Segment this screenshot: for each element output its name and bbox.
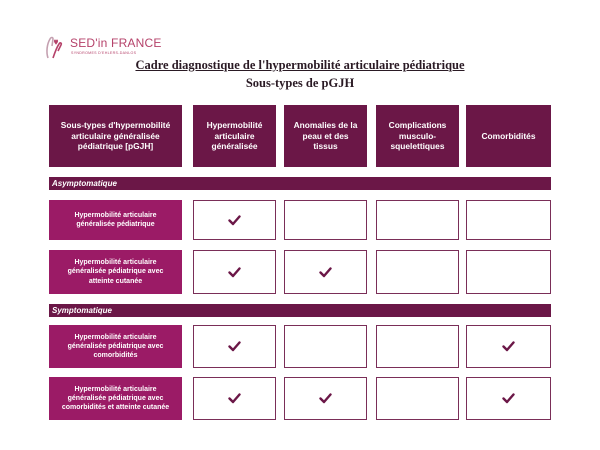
header-subtypes: Sous-types d'hypermobilité articulaire généralisée pédiatrique [pGJH] [49, 105, 182, 167]
row-label-pgjh-comorbidities: Hypermobilité articulaire généralisée pédiatrique avec comorbidités [49, 325, 182, 368]
checkmark-icon [228, 215, 241, 226]
section-symptomatic: Symptomatique [49, 304, 551, 317]
cell-r2-c4 [466, 250, 551, 294]
page-title: Cadre diagnostique de l'hypermobilité articulaire pédiatrique [135, 58, 465, 72]
cell-r3-c1 [193, 325, 276, 368]
cell-r1-c3 [376, 200, 459, 240]
cell-r2-c2 [284, 250, 367, 294]
cell-r1-c2 [284, 200, 367, 240]
row-label-pgjh-skin: Hypermobilité articulaire généralisée pédiatrique avec atteinte cutanée [49, 250, 182, 294]
checkmark-icon [502, 341, 515, 352]
brand-name: SED'in FRANCE [70, 36, 162, 50]
checkmark-icon [319, 267, 332, 278]
cell-r4-c1 [193, 377, 276, 420]
cell-r3-c3 [376, 325, 459, 368]
cell-r3-c4 [466, 325, 551, 368]
row-label-pgjh-comorbidities-skin: Hypermobilité articulaire généralisée pédiatrique avec comorbidités et atteinte cutanée [49, 377, 182, 420]
row-label-pgjh: Hypermobilité articulaire généralisée pédiatrique [49, 200, 182, 240]
header-comorbidities: Comorbidités [466, 105, 551, 167]
cell-r2-c1 [193, 250, 276, 294]
header-skin-anomalies: Anomalies de la peau et des tissus [284, 105, 367, 167]
checkmark-icon [502, 393, 515, 404]
hands-heart-logo-icon [44, 34, 66, 60]
cell-r4-c4 [466, 377, 551, 420]
cell-r4-c3 [376, 377, 459, 420]
page-subtitle: Sous-types de pGJH [245, 76, 355, 90]
header-hypermobility: Hypermobilité articulaire généralisée [193, 105, 276, 167]
checkmark-icon [319, 393, 332, 404]
section-asymptomatic: Asymptomatique [49, 177, 551, 190]
cell-r3-c2 [284, 325, 367, 368]
cell-r4-c2 [284, 377, 367, 420]
checkmark-icon [228, 267, 241, 278]
cell-r1-c4 [466, 200, 551, 240]
cell-r2-c3 [376, 250, 459, 294]
brand-tagline: SYNDROMES D'EHLERS-DANLOS [71, 51, 137, 55]
checkmark-icon [228, 341, 241, 352]
cell-r1-c1 [193, 200, 276, 240]
checkmark-icon [228, 393, 241, 404]
header-musculoskeletal: Complications musculo-squelettiques [376, 105, 459, 167]
